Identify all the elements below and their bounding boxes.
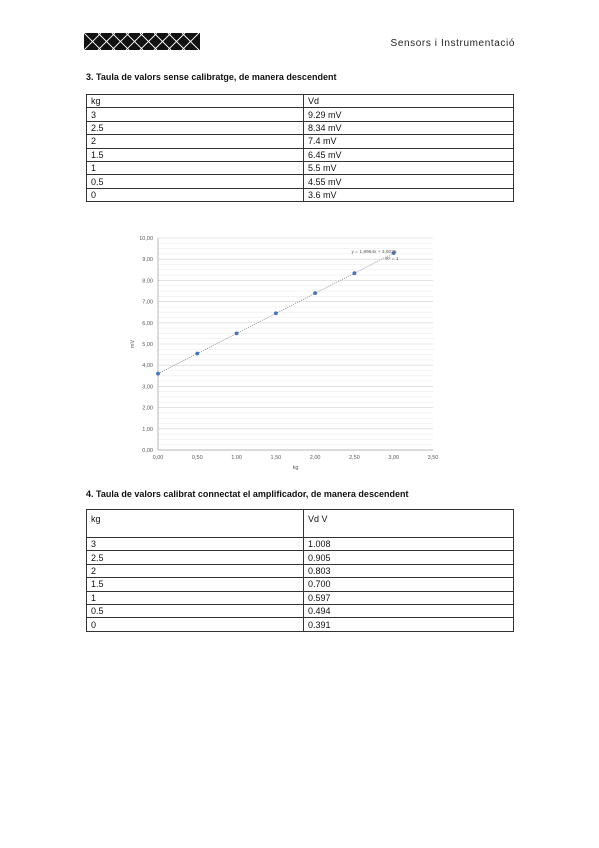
cell-kg: 3 [87,538,304,551]
table-row [87,175,514,188]
cell-kg: 1 [87,591,304,604]
cell-vd: 3.6 mV [304,188,514,201]
data-point [156,372,160,376]
table-row [87,564,514,577]
cell-vd: 1.008 [304,538,514,551]
chart-labels [130,236,438,471]
cell-kg: 0.5 [87,175,304,188]
table-header-row [87,510,514,538]
calibration-chart [118,226,448,476]
y-tick-label: 1,00 [142,426,153,433]
cell-kg: 3 [87,108,304,121]
table-row [87,604,514,617]
column-header-kg: kg [87,95,304,108]
trendline-r-squared: R² = 1 [385,257,399,262]
y-tick-label: 5,00 [142,342,153,348]
table-header-row [87,95,514,108]
x-tick-label: 1,00 [231,455,242,461]
x-axis-title: kg [292,465,299,471]
data-point [235,332,239,336]
cell-kg: 1.5 [87,578,304,591]
y-tick-label: 2,00 [142,405,153,412]
cell-kg: 0 [87,188,304,201]
x-tick-label: 3,00 [388,455,400,461]
table-row [87,591,514,604]
x-tick-label: 2,50 [349,455,360,461]
cell-vd: 9.29 mV [304,108,514,121]
y-tick-label: 8,00 [142,278,153,285]
table-row [87,551,514,564]
table-row [87,148,514,161]
section-3-heading: 3. Taula de valors sense calibratge, de manera descendent [86,72,337,82]
cell-kg: 2.5 [87,121,304,134]
cell-kg: 2.5 [87,551,304,564]
y-axis-title: mV [130,339,136,349]
table-uncalibrated [86,94,514,202]
table-row [87,108,514,121]
table-row [87,121,514,134]
cell-vd: 0.391 [304,618,514,631]
cell-vd: 0.700 [304,578,514,591]
cell-vd: 0.494 [304,604,514,617]
cell-kg: 1.5 [87,148,304,161]
redacted-logo-icon [84,33,200,50]
table-row [87,578,514,591]
x-tick-label: 0,00 [152,455,164,461]
table-row [87,135,514,148]
cell-vd: 7.4 mV [304,135,514,148]
y-tick-label: 7,00 [142,299,153,306]
cell-kg: 1 [87,161,304,174]
y-tick-label: 3,00 [142,384,153,391]
table-calibrated [86,509,514,632]
y-tick-label: 6,00 [142,320,153,327]
data-point [353,271,357,275]
y-tick-label: 10,00 [139,236,153,242]
y-tick-label: 4,00 [142,363,153,370]
x-tick-label: 3,50 [427,455,439,461]
table-row [87,188,514,201]
cell-kg: 2 [87,564,304,577]
column-header-vd-v: Vd V [304,510,514,538]
column-header-kg: kg [87,510,304,538]
y-tick-label: 0,00 [142,448,153,454]
data-point [195,352,199,356]
cell-kg: 0.5 [87,604,304,617]
trendline-equation: y = 1,8964x + 3,6025 [351,250,397,255]
header-title: Sensors i Instrumentació [390,38,515,49]
data-point [313,291,317,295]
x-tick-label: 2,00 [309,455,321,461]
section-4-heading: 4. Taula de valors calibrat connectat el amplificador, de manera descendent [86,489,409,499]
cell-vd: 0.597 [304,591,514,604]
cell-vd: 4.55 mV [304,175,514,188]
cell-vd: 5.5 mV [304,161,514,174]
table-row [87,538,514,551]
cell-kg: 2 [87,135,304,148]
table-row [87,161,514,174]
cell-vd: 6.45 mV [304,148,514,161]
cell-kg: 0 [87,618,304,631]
table-row [87,618,514,631]
cell-vd: 0.905 [304,551,514,564]
data-point [274,311,278,315]
chart-grid [158,238,433,450]
chart-svg [118,226,448,476]
x-tick-label: 0,50 [191,455,203,461]
x-tick-label: 1,50 [270,455,282,461]
cell-vd: 8.34 mV [304,121,514,134]
column-header-vd: Vd [304,95,514,108]
y-tick-label: 9,00 [142,257,153,264]
cell-vd: 0.803 [304,564,514,577]
